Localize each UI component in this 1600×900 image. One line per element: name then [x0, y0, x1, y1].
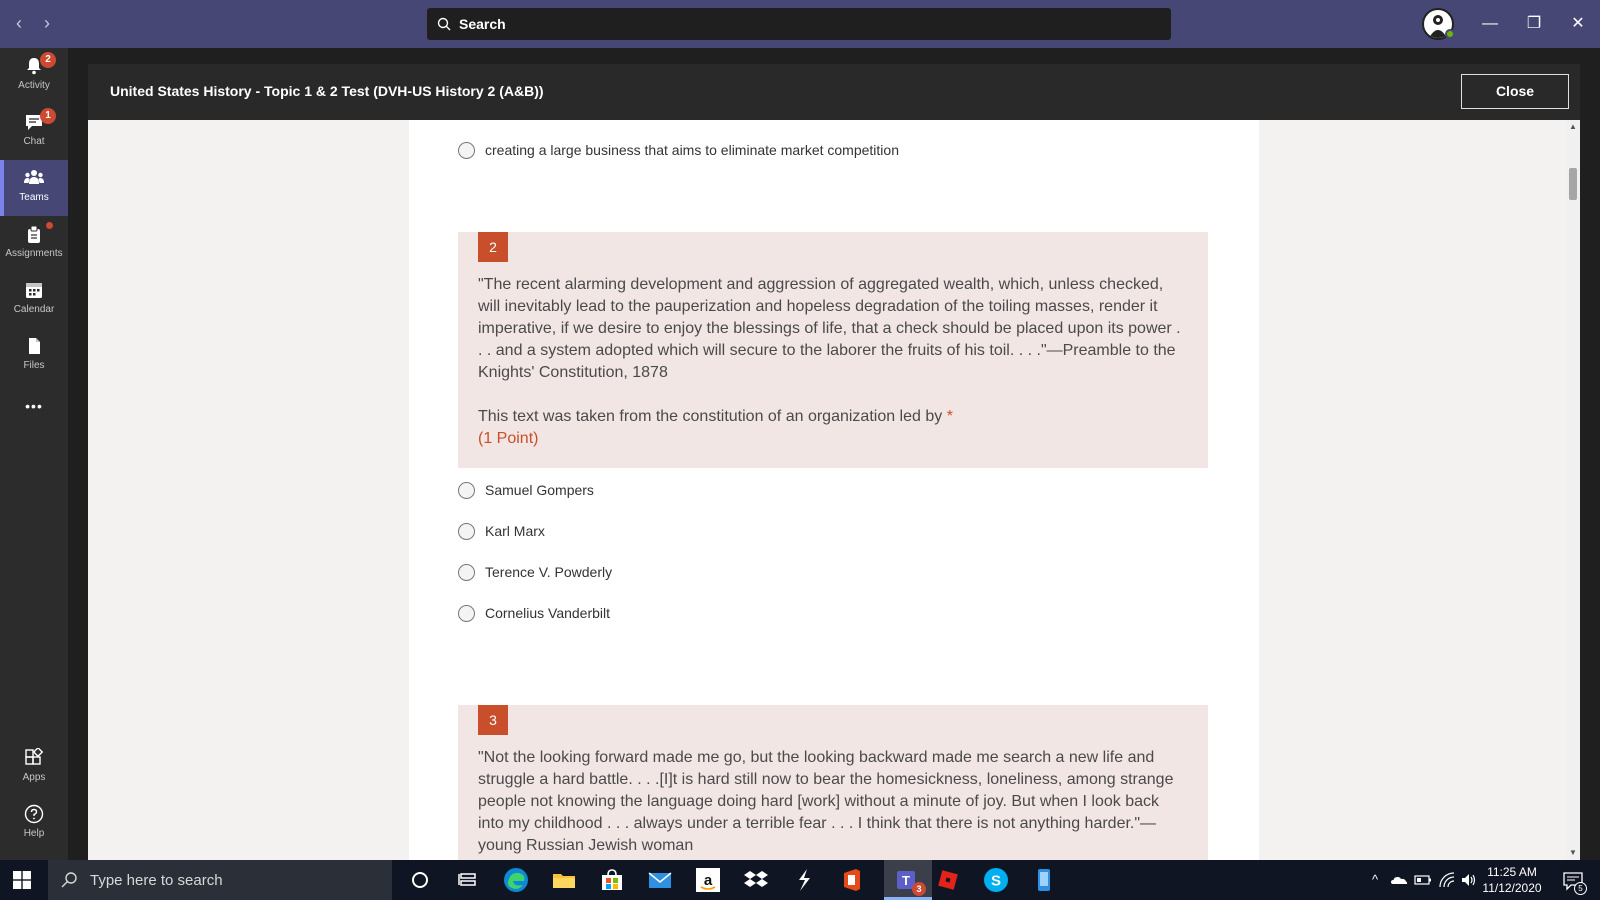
form-window	[88, 64, 1580, 860]
presence-available-icon	[1445, 29, 1455, 39]
office-icon[interactable]	[838, 866, 866, 894]
assignments-icon	[24, 224, 44, 244]
form-header	[88, 64, 1580, 120]
teams-taskbar-badge: 3	[912, 882, 926, 896]
maximize-button[interactable]: ❐	[1526, 15, 1542, 32]
option-label: Karl Marx	[485, 523, 545, 539]
rail-label: Activity	[18, 80, 50, 91]
option-label: Cornelius Vanderbilt	[485, 605, 611, 621]
answer-option[interactable]	[458, 478, 594, 502]
app-rail	[0, 48, 68, 860]
rail-item-calendar[interactable]	[0, 272, 68, 328]
close-button[interactable]: Close	[1461, 74, 1569, 109]
app-s-icon[interactable]	[790, 866, 818, 894]
rail-label: Assignments	[5, 248, 63, 259]
answer-option[interactable]	[458, 519, 545, 543]
rail-item-chat[interactable]	[0, 104, 68, 160]
scroll-down-icon[interactable]: ▼	[1569, 848, 1577, 857]
required-mark: *	[946, 408, 953, 425]
amazon-icon[interactable]	[694, 866, 722, 894]
clock-time: 11:25 AM	[1487, 865, 1537, 879]
form-title: United States History - Topic 1 & 2 Test (DVH-US History 2 (A&B))	[110, 83, 544, 99]
question-number: 2	[478, 232, 508, 262]
windows-start-icon[interactable]	[12, 870, 32, 890]
teams-taskbar-active[interactable]	[884, 860, 932, 900]
activity-badge: 2	[40, 52, 56, 68]
close-window-button[interactable]: ✕	[1571, 15, 1585, 32]
question-quote: "Not the looking forward made me go, but the looking backward made me search a new life and struggle a hard battle. . . .[I]t is hard still now to bear the homesickness, loneliness, among strange people not knowing the language doing hard [work] without a minute of joy. But when I look back into my childhood . . . always under a terrible fear . . . I think that there is not anything harder."—young Russian Jewish woman	[478, 749, 1174, 854]
tray-overflow-icon[interactable]: ^	[1371, 872, 1379, 887]
minimize-button[interactable]: —	[1482, 15, 1498, 32]
search-label: Search	[459, 16, 506, 32]
calendar-icon	[24, 280, 44, 300]
scroll-thumb[interactable]	[1569, 168, 1577, 200]
question-points: (1 Point)	[478, 430, 539, 447]
taskbar	[0, 860, 1600, 900]
scrollbar[interactable]	[1566, 120, 1580, 860]
question-3	[458, 705, 1208, 860]
rail-label: Calendar	[13, 304, 55, 315]
dropbox-icon[interactable]	[742, 866, 770, 894]
teams-icon	[24, 168, 44, 188]
rail-label: Apps	[22, 772, 46, 783]
radio-button[interactable]	[458, 482, 475, 499]
cortana-icon[interactable]	[406, 866, 434, 894]
edge-browser-icon[interactable]	[502, 866, 530, 894]
rail-label: Files	[23, 360, 45, 371]
file-explorer-icon[interactable]	[550, 866, 578, 894]
chat-badge: 1	[40, 108, 56, 124]
search-input[interactable]	[427, 8, 1171, 40]
svg-text:T: T	[902, 873, 910, 888]
back-arrow-icon[interactable]: ‹	[16, 13, 22, 33]
files-icon	[24, 336, 44, 356]
option-label: Terence V. Powderly	[485, 564, 613, 580]
rail-item-activity[interactable]	[0, 48, 68, 104]
radio-button[interactable]	[458, 605, 475, 622]
svg-text:a: a	[703, 872, 713, 889]
answer-option[interactable]	[458, 138, 899, 162]
mail-icon[interactable]	[646, 866, 674, 894]
radio-button[interactable]	[458, 564, 475, 581]
rail-label: Help	[23, 828, 45, 839]
phone-app-icon[interactable]	[1030, 866, 1058, 894]
taskbar-search-input[interactable]	[48, 860, 392, 900]
clock-date: 11/12/2020	[1482, 881, 1542, 895]
onedrive-icon[interactable]	[1390, 871, 1408, 889]
apps-icon	[24, 748, 44, 768]
battery-icon[interactable]	[1414, 871, 1432, 889]
search-icon	[437, 17, 451, 31]
more-apps-button[interactable]	[0, 384, 68, 440]
rail-item-files[interactable]	[0, 328, 68, 384]
form-card	[409, 120, 1259, 860]
search-icon	[60, 871, 78, 889]
svg-text:S: S	[990, 872, 1002, 890]
radio-button[interactable]	[458, 523, 475, 540]
question-number: 3	[478, 705, 508, 735]
option-label: creating a large business that aims to eliminate market competition	[485, 142, 899, 158]
question-quote: "The recent alarming development and aggression of aggregated wealth, which, unless checked, will inevitably lead to the pauperization and hopeless degradation of the toiling masses, render it imperative, if we desire to enjoy the blessings of life, that a check should be placed upon its power . . . and a system adopted which will secure to the laborer the fruits of his toil. . . ."—Preamble to the Knights' Constitution, 1878	[478, 276, 1181, 381]
option-label: Samuel Gompers	[485, 482, 594, 498]
skype-icon[interactable]	[982, 866, 1010, 894]
roblox-icon[interactable]	[934, 866, 962, 894]
rail-item-teams[interactable]	[0, 160, 68, 216]
title-bar	[0, 0, 1600, 48]
forward-arrow-icon[interactable]: ›	[44, 13, 50, 33]
radio-button[interactable]	[458, 142, 475, 159]
rail-item-help[interactable]	[0, 796, 68, 852]
answer-option[interactable]	[458, 560, 612, 584]
prompt-text: This text was taken from the constitution of an organization led by	[478, 408, 943, 425]
rail-label: Chat	[23, 136, 45, 147]
more-icon: •••	[25, 398, 43, 414]
answer-option[interactable]	[458, 601, 610, 625]
taskbar-search-placeholder: Type here to search	[90, 871, 223, 889]
assignments-dot	[46, 222, 53, 229]
scroll-up-icon[interactable]: ▲	[1569, 122, 1577, 131]
system-clock[interactable]	[1474, 864, 1550, 896]
notification-count-badge: 5	[1574, 882, 1587, 895]
question-prompt	[478, 406, 1188, 428]
rail-label: Teams	[19, 192, 49, 203]
wifi-icon[interactable]	[1438, 871, 1456, 889]
rail-item-apps[interactable]	[0, 740, 68, 796]
rail-item-assignments[interactable]	[0, 216, 68, 272]
help-icon	[24, 804, 44, 824]
form-body	[88, 120, 1566, 860]
store-icon[interactable]	[598, 866, 626, 894]
question-2	[458, 232, 1208, 468]
task-view-icon[interactable]	[454, 866, 482, 894]
